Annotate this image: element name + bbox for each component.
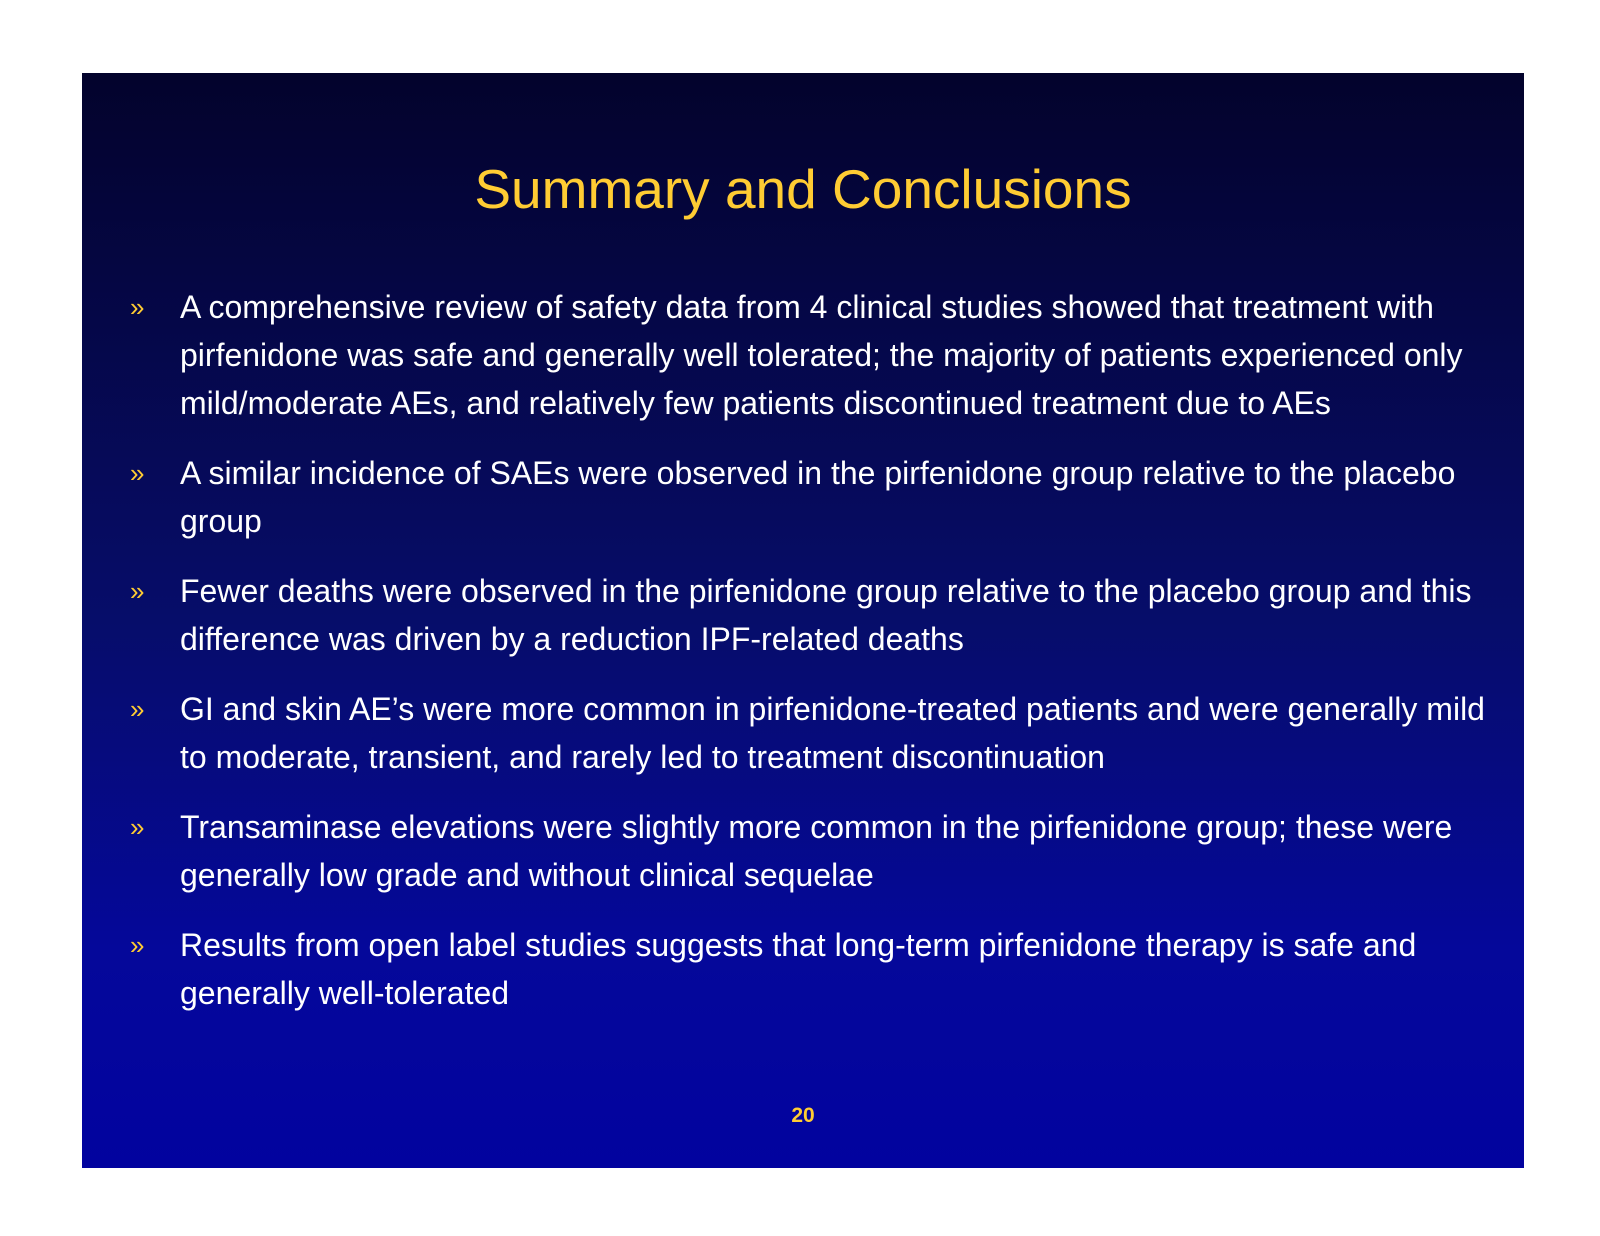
bullet-item bbox=[130, 449, 1510, 545]
bullet-marker: » bbox=[130, 458, 145, 488]
bullet-item bbox=[130, 685, 1510, 781]
page-number: 20 bbox=[791, 1104, 815, 1127]
bullet-text: Results from open label studies suggests that long-term pirfenidone therapy is safe and generally well-tolerated bbox=[180, 927, 1417, 1011]
bullet-item bbox=[130, 921, 1510, 1017]
bullet-text: GI and skin AE’s were more common in pirfenidone-treated patients and were generally mild to moderate, transient, and rarely led to treatment discontinuation bbox=[180, 691, 1485, 775]
slide bbox=[82, 73, 1524, 1168]
bullet-item bbox=[130, 283, 1510, 427]
bullet-marker: » bbox=[130, 576, 145, 606]
bullet-text: A comprehensive review of safety data from 4 clinical studies showed that treatment with pirfenidone was safe and generally well tolerated; the majority of patients experienced only mild/moderate AEs, and relatively few patients discontinued treatment due to AEs bbox=[180, 289, 1463, 421]
bullet-marker: » bbox=[130, 930, 145, 960]
bullet-marker: » bbox=[130, 292, 145, 322]
bullet-item bbox=[130, 803, 1510, 899]
bullet-text: A similar incidence of SAEs were observed in the pirfenidone group relative to the placebo group bbox=[180, 455, 1456, 539]
bullet-marker: » bbox=[130, 694, 145, 724]
bullet-text: Fewer deaths were observed in the pirfenidone group relative to the placebo group and this difference was driven by a reduction IPF-related deaths bbox=[180, 573, 1472, 657]
bullet-item bbox=[130, 567, 1510, 663]
slide-title: Summary and Conclusions bbox=[474, 158, 1132, 220]
bullet-marker: » bbox=[130, 812, 145, 842]
bullet-list bbox=[130, 283, 1510, 1039]
bullet-text: Transaminase elevations were slightly more common in the pirfenidone group; these were generally low grade and without clinical sequelae bbox=[180, 809, 1453, 893]
